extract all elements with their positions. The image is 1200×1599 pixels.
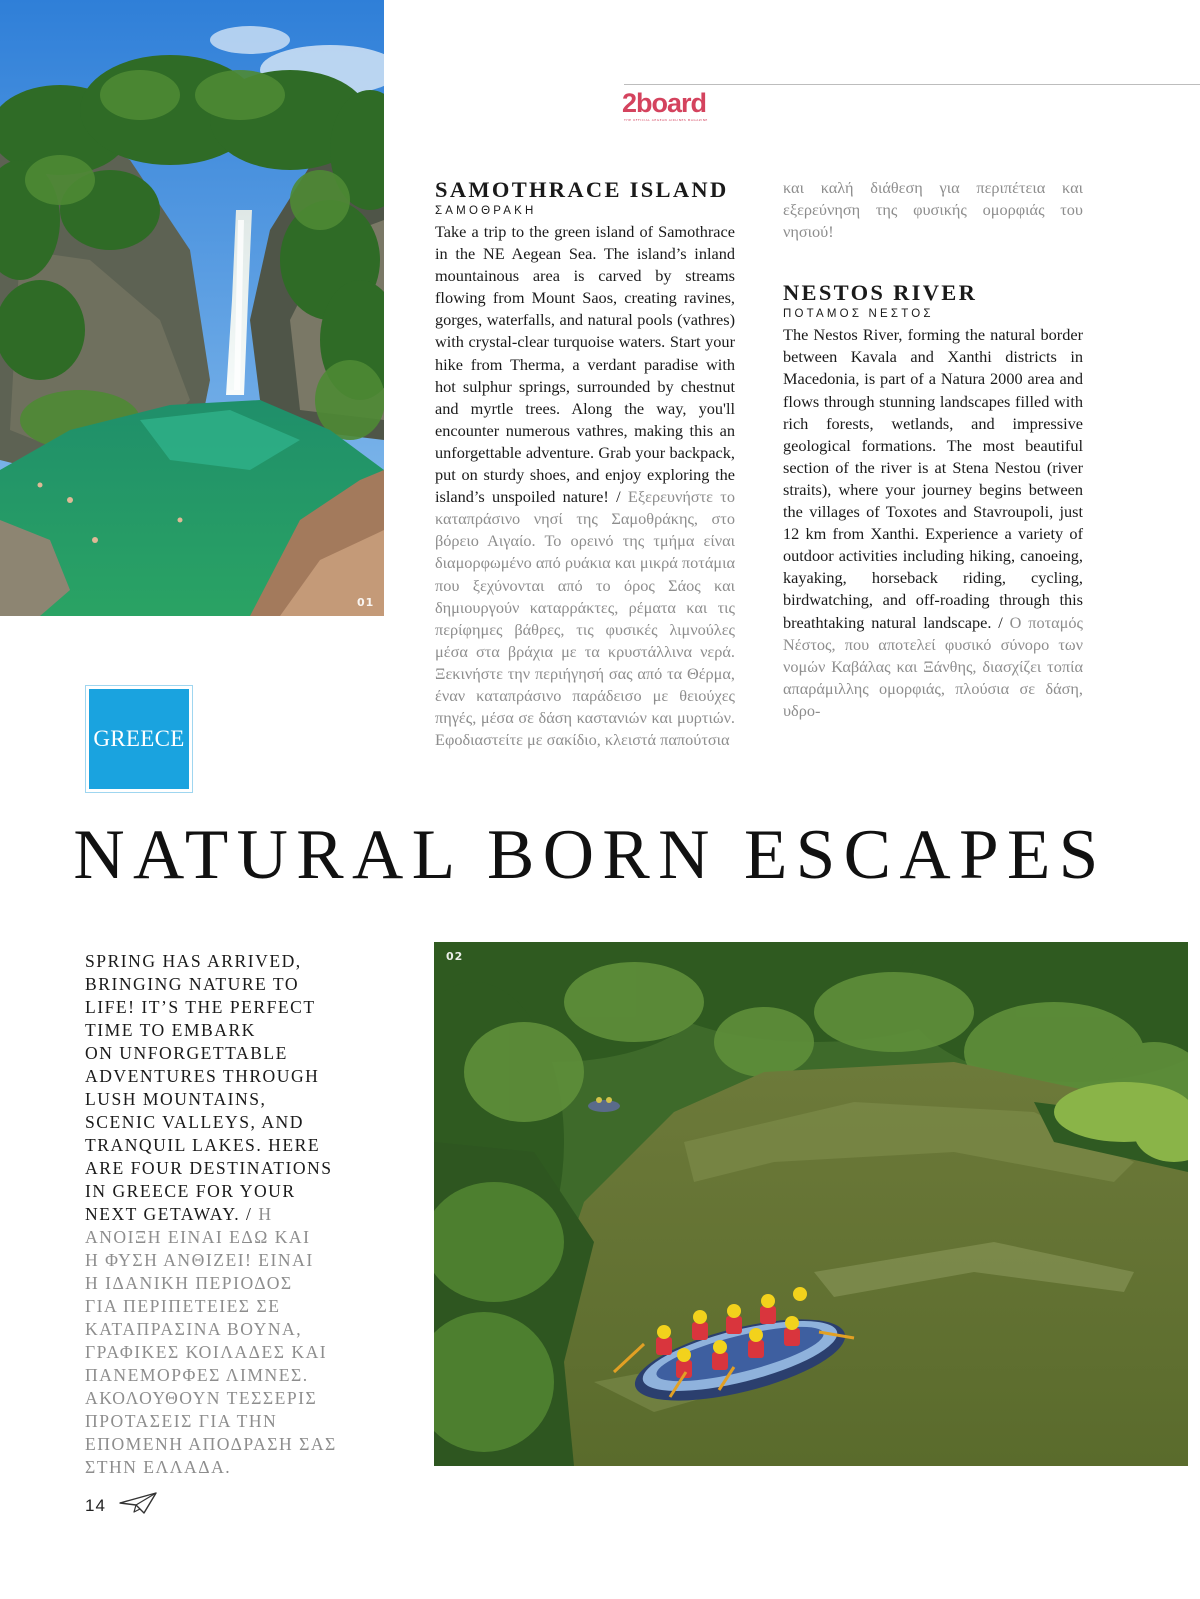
- intro-line: ADVENTURES THROUGH: [85, 1066, 320, 1086]
- photo-number-02: 02: [446, 950, 464, 963]
- samothrace-english-text: Take a trip to the green island of Samothrace in the NE Aegean Sea. The island’s inland mountainous area is carved by streams flowing from Mount Saos, creating ravines, gorges, waterfalls, and natural pools (vathres) with crystal-clear turquoise waters. Start your hike from Therma, a verdant paradise with hot sulphur springs, surrounded by chestnut and myrtle trees. Along the way, you'll encounter numerous vathres, making this an unforgettable adventure. Grab your backpack, put on sturdy shoes, and enjoy exploring the island’s unspoiled nature! /: [435, 222, 735, 507]
- intro-greek-line: ΠΡΟΤΑΣΕΙΣ ΓΙΑ ΤΗΝ: [85, 1411, 278, 1431]
- page-number: 14: [85, 1496, 106, 1515]
- paper-plane-icon: [118, 1490, 158, 1516]
- intro-line: SCENIC VALLEYS, AND: [85, 1112, 304, 1132]
- intro-greek-line: Η ΦΥΣΗ ΑΝΘΙΖΕΙ! ΕΙΝΑΙ: [85, 1250, 314, 1270]
- samothrace-title: SAMOTHRACE ISLAND: [435, 177, 729, 202]
- samothrace-greek-text: Εξερευνήστε το καταπράσινο νησί της Σαμοθράκης, στο βόρειο Αιγαίο. Το ορεινό της τμήμα είναι διαμορφωμένο από ρυάκια και μικρά ποτάμια που ξεχύνονται από το όρος Σάος και δημιουργούν καταρράκτες, ρέματα και τις περίφημες βάθρες, τις φυσικές λιμνούλες μέσα στα βράχια με τα κρυστάλλινα νερά. Ξεκινήστε την περιήγησή σας από τα Θέρμα, έναν καταπράσινο παράδεισο με θειούχες πηγές, μέσα σε δάση καστανιών και μυρτιών. Εφοδιαστείτε με σακίδιο, κλειστά παπούτσια: [435, 487, 735, 750]
- samothrace-article: [435, 177, 735, 751]
- nestos-body: [783, 324, 1083, 722]
- logo-tagline: THE OFFICIAL AEGEAN AIRLINES MAGAZINE: [624, 118, 708, 122]
- nestos-article: [783, 280, 1083, 722]
- intro-greek-line: ΕΠΟΜΕΝΗ ΑΠΟΔΡΑΣΗ ΣΑΣ: [85, 1434, 337, 1454]
- right-column: [783, 177, 1083, 722]
- nestos-greek-text: Ο ποταμός Νέστος, που αποτελεί φυσικό σύνορο των νομών Καβάλας και Ξάνθης, διασχίζει τοπία απαράμιλλης ομορφιάς, πλούσια σε δάση, υδρο-: [783, 612, 1083, 720]
- samothrace-greek-continued-text: και καλή διάθεση για περιπέτεια και εξερεύνηση της φυσικής ομορφιάς του νησιού!: [783, 178, 1083, 242]
- samothrace-body: [435, 221, 735, 751]
- intro-greek-line: Η ΙΔΑΝΙΚΗ ΠΕΡΙΟΔΟΣ: [85, 1273, 293, 1293]
- intro-greek-line: ΓΙΑ ΠΕΡΙΠΕΤΕΙΕΣ ΣΕ: [85, 1296, 281, 1316]
- intro-greek-line: ΣΤΗΝ ΕΛΛΑΔΑ.: [85, 1457, 232, 1477]
- intro-greek-line: ΑΚΟΛΟΥΘΟΥΝ ΤΕΣΣΕΡΙΣ: [85, 1388, 318, 1408]
- magazine-logo: [622, 88, 706, 124]
- intro-line: BRINGING NATURE TO: [85, 974, 300, 994]
- logo-word: board: [636, 88, 707, 118]
- intro-english-text: NEXT GETAWAY. /: [85, 1204, 259, 1224]
- intro-line: IN GREECE FOR YOUR: [85, 1181, 296, 1201]
- samothrace-greek-continued: [783, 177, 1083, 243]
- intro-greek-line: ΚΑΤΑΠΡΑΣΙΝΑ ΒΟΥΝΑ,: [85, 1319, 303, 1339]
- greece-badge-fill: [89, 689, 189, 789]
- rafting-photo: [434, 942, 1188, 1466]
- intro-line: TRANQUIL LAKES. HERE: [85, 1135, 321, 1155]
- intro-line: LIFE! IT’S THE PERFECT: [85, 997, 316, 1017]
- samothrace-subtitle: ΣΑΜΟΘΡΑΚΗ: [435, 205, 537, 217]
- intro-greek-line: ΠΑΝΕΜΟΡΦΕΣ ΛΙΜΝΕΣ.: [85, 1365, 309, 1385]
- greece-badge: [85, 685, 193, 793]
- nestos-subtitle: ΠΟΤΑΜΟΣ ΝΕΣΤΟΣ: [783, 308, 934, 321]
- page-title: NATURAL BORN ESCAPES: [73, 816, 1107, 894]
- waterfall-photo: [0, 0, 384, 616]
- intro-line: SPRING HAS ARRIVED,: [85, 951, 302, 971]
- logo-number: 2: [622, 88, 637, 118]
- intro-line: ON UNFORGETTABLE: [85, 1043, 288, 1063]
- nestos-title: NESTOS RIVER: [783, 280, 978, 306]
- greece-badge-label: GREECE: [93, 726, 185, 751]
- intro-greek-line: ΓΡΑΦΙΚΕΣ ΚΟΙΛΑΔΕΣ ΚΑΙ: [85, 1342, 328, 1362]
- nestos-english-text: The Nestos River, forming the natural border between Kavala and Xanthi districts in Macedonia, is part of a Natura 2000 area and flows through stunning landscapes filled with rich forests, wetlands, and impressive geological formations. The most beautiful section of the river is at Stena Nestou (river straits), where your journey begins between the villages of Toxotes and Stavroupoli, just 12 km from Xanthi. Experience a variety of outdoor activities including hiking, canoeing, kayaking, horseback riding, cycling, birdwatching, and off-roading through this breathtaking natural landscape. /: [783, 325, 1083, 632]
- intro-line: [85, 1203, 385, 1226]
- intro-text: [85, 950, 385, 1479]
- photo-number-01: 01: [357, 596, 375, 609]
- intro-line: ARE FOUR DESTINATIONS: [85, 1158, 333, 1178]
- header-rule: [624, 84, 1200, 85]
- intro-line: LUSH MOUNTAINS,: [85, 1089, 267, 1109]
- intro-line: TIME TO EMBARK: [85, 1020, 256, 1040]
- intro-greek-text: Η: [258, 1204, 273, 1224]
- intro-greek-line: ΑΝΟΙΞΗ ΕΙΝΑΙ ΕΔΩ ΚΑΙ: [85, 1227, 311, 1247]
